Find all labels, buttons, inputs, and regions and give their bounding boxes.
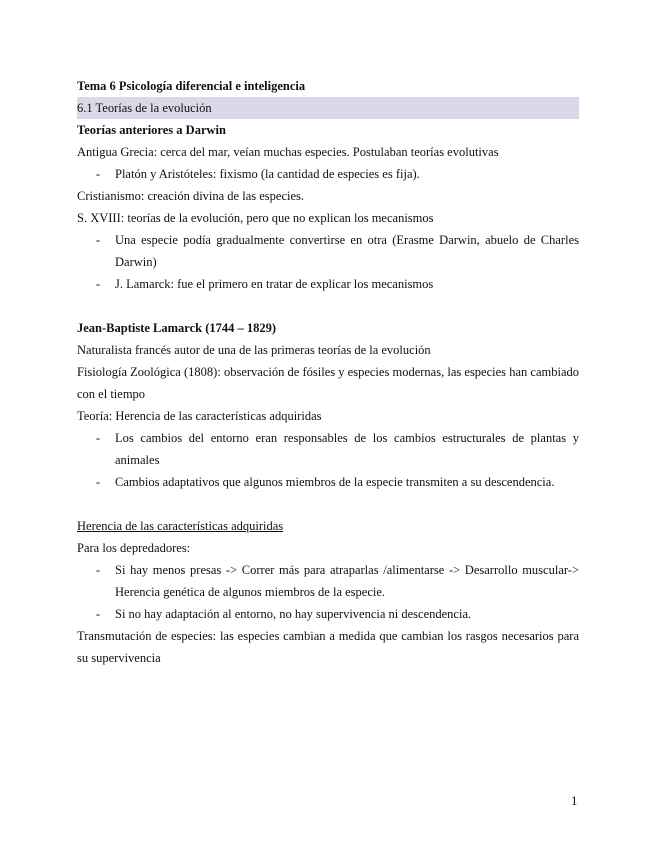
paragraph-cristianismo: Cristianismo: creación divina de las especies. xyxy=(77,189,305,203)
paragraph-naturalista: Naturalista francés autor de una de las primeras teorías de la evolución xyxy=(77,343,431,357)
list-item xyxy=(77,273,579,295)
page-number: 1 xyxy=(571,793,578,808)
paragraph-s-xviii: S. XVIII: teorías de la evolución, pero que no explican los mecanismos xyxy=(77,211,434,225)
document-title: Tema 6 Psicología diferencial e inteligencia xyxy=(77,79,306,93)
paragraph-teoria: Teoría: Herencia de las características adquiridas xyxy=(77,409,322,423)
list-item xyxy=(77,163,579,185)
document-body xyxy=(77,75,579,669)
blank-line xyxy=(77,493,579,515)
section-heading: 6.1 Teorías de la evolución xyxy=(77,97,579,119)
herencia-heading: Herencia de las características adquiridas xyxy=(77,519,284,533)
list-item xyxy=(77,229,579,273)
bullet-dash: - xyxy=(96,607,101,621)
darwin-heading: Teorías anteriores a Darwin xyxy=(77,123,226,137)
paragraph-antigua-grecia: Antigua Grecia: cerca del mar, veían muchas especies. Postulaban teorías evolutivas xyxy=(77,145,499,159)
lamarck-heading: Jean-Baptiste Lamarck (1744 – 1829) xyxy=(77,321,277,335)
bullet-dash: - xyxy=(96,475,101,489)
list-item-text: Si no hay adaptación al entorno, no hay supervivencia ni descendencia. xyxy=(115,607,472,621)
paragraph-fisiologia: Fisiología Zoológica (1808): observación de fósiles y especies modernas, las especies han cambiado con el tiempo xyxy=(77,365,579,401)
list-item-text: Los cambios del entorno eran responsables de los cambios estructurales de plantas y animales xyxy=(115,431,579,467)
bullet-dash: - xyxy=(96,233,101,247)
list-item-text: Cambios adaptativos que algunos miembros de la especie transmiten a su descendencia. xyxy=(115,475,555,489)
list-item-text: J. Lamarck: fue el primero en tratar de explicar los mecanismos xyxy=(115,277,434,291)
list-item-text: Platón y Aristóteles: fixismo (la cantidad de especies es fija). xyxy=(115,167,420,181)
bullet-dash: - xyxy=(96,167,101,181)
bullet-dash: - xyxy=(96,277,101,291)
list-item-text: Si hay menos presas -> Correr más para atraparlas /alimentarse -> Desarrollo muscular-> Herencia genética de algunos miembros de la especie. xyxy=(115,563,579,599)
list-item xyxy=(77,559,579,603)
paragraph-transmutacion: Transmutación de especies: las especies cambian a medida que cambian los rasgos necesarios para su supervivencia xyxy=(77,629,579,665)
bullet-dash: - xyxy=(96,431,101,445)
list-item xyxy=(77,471,579,493)
list-item xyxy=(77,603,579,625)
list-item xyxy=(77,427,579,471)
bullet-dash: - xyxy=(96,563,101,577)
list-item-text: Una especie podía gradualmente convertirse en otra (Erasme Darwin, abuelo de Charles Darwin) xyxy=(115,233,579,269)
paragraph-depredadores: Para los depredadores: xyxy=(77,541,191,555)
blank-line xyxy=(77,295,579,317)
